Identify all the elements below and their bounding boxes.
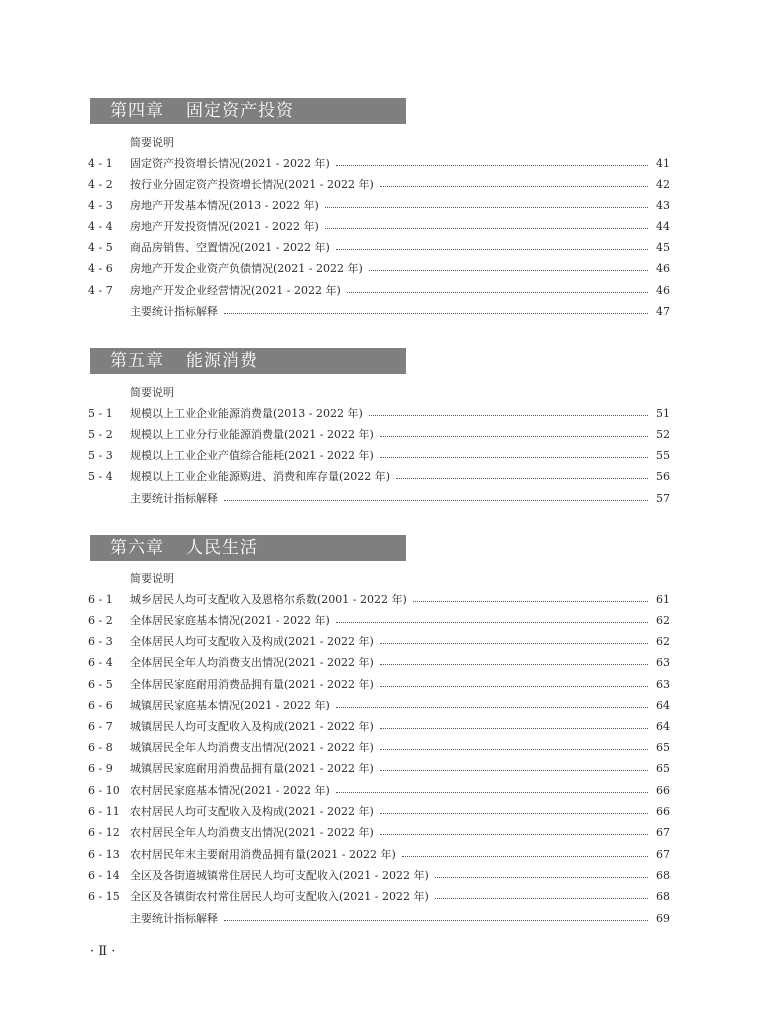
toc-entry[interactable]	[88, 446, 670, 466]
entry-number: 6 - 5	[88, 678, 113, 691]
entry-page: 68	[656, 890, 670, 903]
entry-page: 43	[656, 199, 670, 212]
dot-leader	[413, 601, 648, 602]
chapter-heading	[90, 348, 406, 374]
chapter-title: 固定资产投资	[186, 101, 294, 121]
toc-entry[interactable]	[88, 154, 670, 174]
entry-page: 64	[656, 720, 670, 733]
dot-leader	[369, 415, 648, 416]
toc-entry[interactable]	[88, 909, 670, 929]
entry-page: 51	[656, 407, 670, 420]
dot-leader	[336, 622, 648, 623]
toc-entry[interactable]	[88, 781, 670, 801]
dot-leader	[380, 686, 648, 687]
entry-title: 主要统计指标解释	[130, 492, 218, 505]
toc-entry[interactable]	[88, 611, 670, 631]
entry-page: 65	[656, 762, 670, 775]
entry-page: 57	[656, 492, 670, 505]
entry-number: 6 - 9	[88, 762, 113, 775]
dot-leader	[325, 207, 648, 208]
entry-number: 6 - 12	[88, 826, 120, 839]
entry-number: 6 - 15	[88, 890, 120, 903]
entry-page: 68	[656, 869, 670, 882]
dot-leader	[325, 228, 648, 229]
entry-page: 67	[656, 826, 670, 839]
toc-entry[interactable]	[88, 632, 670, 652]
entry-title: 农村居民家庭基本情况(2021 - 2022 年)	[130, 784, 330, 797]
chapter-heading	[90, 98, 406, 124]
page-number: · Ⅱ ·	[90, 944, 116, 959]
dot-leader	[224, 920, 648, 921]
entry-title: 全体居民家庭耐用消费品拥有量(2021 - 2022 年)	[130, 678, 374, 691]
toc-entry[interactable]	[88, 281, 670, 301]
entry-title: 固定资产投资增长情况(2021 - 2022 年)	[130, 157, 330, 170]
chapter-number: 第六章	[110, 538, 164, 558]
entry-title: 规模以上工业企业能源消费量(2013 - 2022 年)	[130, 407, 363, 420]
entry-number: 4 - 1	[88, 157, 113, 170]
entry-page: 66	[656, 784, 670, 797]
entry-title: 全体居民人均可支配收入及构成(2021 - 2022 年)	[130, 635, 374, 648]
entry-title: 规模以上工业企业能源购进、消费和库存量(2022 年)	[130, 470, 391, 483]
dot-leader	[336, 792, 648, 793]
entry-title: 按行业分固定资产投资增长情况(2021 - 2022 年)	[130, 178, 374, 191]
dot-leader	[224, 500, 648, 501]
entry-number: 4 - 5	[88, 241, 113, 254]
entry-title: 房地产开发基本情况(2013 - 2022 年)	[130, 199, 319, 212]
entry-number: 4 - 3	[88, 199, 113, 212]
dot-leader	[435, 898, 648, 899]
entry-page: 66	[656, 805, 670, 818]
entry-number: 6 - 10	[88, 784, 120, 797]
entry-number: 5 - 1	[88, 407, 113, 420]
entry-page: 42	[656, 178, 670, 191]
toc-entry[interactable]	[88, 823, 670, 843]
entry-title: 农村居民全年人均消费支出情况(2021 - 2022 年)	[130, 826, 374, 839]
toc-entry[interactable]	[88, 175, 670, 195]
entry-title: 规模以上工业企业产值综合能耗(2021 - 2022 年)	[130, 449, 374, 462]
toc-entry[interactable]	[88, 675, 670, 695]
entry-number: 6 - 6	[88, 699, 113, 712]
entry-number: 6 - 7	[88, 720, 113, 733]
toc-entry[interactable]	[88, 738, 670, 758]
dot-leader	[347, 292, 648, 293]
entry-title: 农村居民人均可支配收入及构成(2021 - 2022 年)	[130, 805, 374, 818]
dot-leader	[396, 478, 648, 479]
toc-entry[interactable]	[88, 759, 670, 779]
entry-title: 城乡居民人均可支配收入及恩格尔系数(2001 - 2022 年)	[130, 593, 407, 606]
chapter-heading	[90, 535, 406, 561]
entry-page: 52	[656, 428, 670, 441]
entry-number: 6 - 4	[88, 656, 113, 669]
toc-entry[interactable]	[88, 590, 670, 610]
entry-page: 61	[656, 593, 670, 606]
entry-number: 6 - 2	[88, 614, 113, 627]
entry-number: 4 - 6	[88, 262, 113, 275]
entry-title: 农村居民年末主要耐用消费品拥有量(2021 - 2022 年)	[130, 848, 396, 861]
entry-page: 41	[656, 157, 670, 170]
dot-leader	[380, 728, 648, 729]
entry-title: 房地产开发投资情况(2021 - 2022 年)	[130, 220, 319, 233]
toc-entry[interactable]	[88, 653, 670, 673]
entry-page: 64	[656, 699, 670, 712]
toc-entry[interactable]	[88, 696, 670, 716]
entry-number: 6 - 1	[88, 593, 113, 606]
dot-leader	[435, 877, 648, 878]
toc-entry[interactable]	[88, 238, 670, 258]
entry-number: 4 - 7	[88, 284, 113, 297]
entry-page: 65	[656, 741, 670, 754]
dot-leader	[380, 186, 648, 187]
entry-number: 5 - 3	[88, 449, 113, 462]
entry-page: 69	[656, 912, 670, 925]
toc-entry[interactable]	[88, 866, 670, 886]
entry-title: 主要统计指标解释	[130, 305, 218, 318]
entry-number: 5 - 2	[88, 428, 113, 441]
dot-leader	[380, 834, 648, 835]
entry-page: 55	[656, 449, 670, 462]
entry-title: 城镇居民人均可支配收入及构成(2021 - 2022 年)	[130, 720, 374, 733]
chapter-number: 第四章	[110, 101, 164, 121]
dot-leader	[380, 664, 648, 665]
entry-title: 城镇居民家庭基本情况(2021 - 2022 年)	[130, 699, 330, 712]
entry-number: 4 - 4	[88, 220, 113, 233]
toc-entry[interactable]	[88, 845, 670, 865]
entry-page: 63	[656, 678, 670, 691]
entry-page: 67	[656, 848, 670, 861]
entry-title: 全区及各街道城镇常住居民人均可支配收入(2021 - 2022 年)	[130, 869, 429, 882]
dot-leader	[336, 707, 648, 708]
toc-entry[interactable]	[88, 404, 670, 424]
dot-leader	[224, 313, 648, 314]
entry-page: 45	[656, 241, 670, 254]
entry-title: 全体居民家庭基本情况(2021 - 2022 年)	[130, 614, 330, 627]
dot-leader	[380, 457, 648, 458]
entry-number: 6 - 11	[88, 805, 120, 818]
entry-title: 房地产开发企业资产负债情况(2021 - 2022 年)	[130, 262, 363, 275]
dot-leader	[402, 856, 648, 857]
entry-title: 城镇居民家庭耐用消费品拥有量(2021 - 2022 年)	[130, 762, 374, 775]
dot-leader	[380, 643, 648, 644]
entry-page: 47	[656, 305, 670, 318]
entry-title: 全体居民全年人均消费支出情况(2021 - 2022 年)	[130, 656, 374, 669]
entry-number: 6 - 3	[88, 635, 113, 648]
entry-page: 62	[656, 614, 670, 627]
entry-page: 56	[656, 470, 670, 483]
dot-leader	[380, 436, 648, 437]
chapter-title: 能源消费	[186, 351, 258, 371]
entry-page: 62	[656, 635, 670, 648]
toc-entry[interactable]	[88, 802, 670, 822]
entry-title: 商品房销售、空置情况(2021 - 2022 年)	[130, 241, 330, 254]
dot-leader	[380, 770, 648, 771]
entry-title: 规模以上工业分行业能源消费量(2021 - 2022 年)	[130, 428, 374, 441]
dot-leader	[369, 270, 648, 271]
toc-entry[interactable]	[88, 489, 670, 509]
intro-entry[interactable]: 简要说明	[130, 136, 174, 149]
toc-entry[interactable]	[88, 887, 670, 907]
intro-entry[interactable]: 简要说明	[130, 572, 174, 585]
dot-leader	[380, 749, 648, 750]
toc-entry[interactable]	[88, 196, 670, 216]
dot-leader	[380, 813, 648, 814]
entry-number: 5 - 4	[88, 470, 113, 483]
entry-page: 63	[656, 656, 670, 669]
toc-entry[interactable]	[88, 302, 670, 322]
entry-page: 44	[656, 220, 670, 233]
chapter-title: 人民生活	[186, 538, 258, 558]
entry-number: 6 - 14	[88, 869, 120, 882]
entry-title: 房地产开发企业经营情况(2021 - 2022 年)	[130, 284, 341, 297]
entry-number: 6 - 8	[88, 741, 113, 754]
toc-entry[interactable]	[88, 467, 670, 487]
entry-page: 46	[656, 284, 670, 297]
toc-entry[interactable]	[88, 425, 670, 445]
toc-entry[interactable]	[88, 217, 670, 237]
dot-leader	[336, 249, 648, 250]
toc-entry[interactable]	[88, 717, 670, 737]
dot-leader	[336, 165, 648, 166]
intro-entry[interactable]: 简要说明	[130, 386, 174, 399]
toc-entry[interactable]	[88, 259, 670, 279]
entry-number: 4 - 2	[88, 178, 113, 191]
entry-title: 城镇居民全年人均消费支出情况(2021 - 2022 年)	[130, 741, 374, 754]
entry-number: 6 - 13	[88, 848, 120, 861]
entry-title: 主要统计指标解释	[130, 912, 218, 925]
chapter-number: 第五章	[110, 351, 164, 371]
entry-title: 全区及各镇街农村常住居民人均可支配收入(2021 - 2022 年)	[130, 890, 429, 903]
entry-page: 46	[656, 262, 670, 275]
